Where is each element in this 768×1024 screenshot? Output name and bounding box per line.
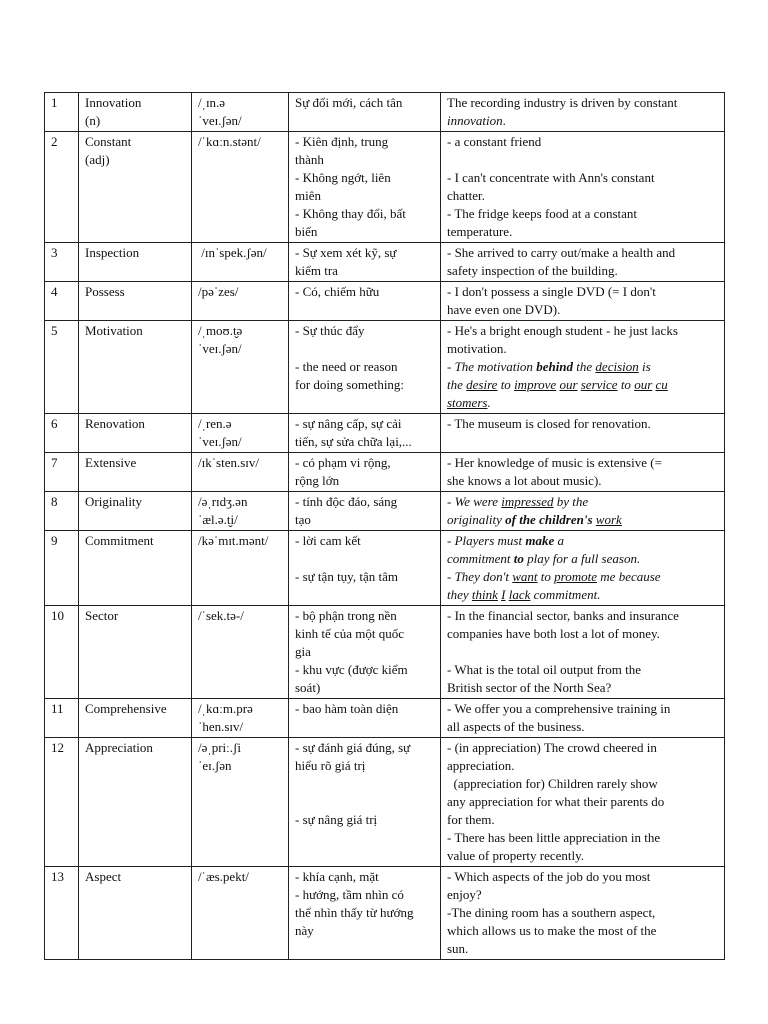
example: - a constant friend - I can't concentrate with Ann's constant chatter. - The fridge keeps food at a constant temperature. (441, 132, 725, 243)
table-row (45, 606, 725, 699)
pronunciation: /ˌren.ə ˈveɪ.ʃən/ (192, 414, 289, 453)
pronunciation: /ˈæs.pekt/ (192, 867, 289, 960)
table-row (45, 282, 725, 321)
vocab-word: Comprehensive (79, 699, 192, 738)
row-number: 1 (45, 93, 79, 132)
vocabulary-table (44, 92, 725, 960)
row-number: 9 (45, 531, 79, 606)
pronunciation: /pəˈzes/ (192, 282, 289, 321)
pronunciation: /ˌmoʊ.t̬ə ˈveɪ.ʃən/ (192, 321, 289, 414)
pronunciation: /əˌpriː.ʃi ˈeɪ.ʃən (192, 738, 289, 867)
row-number: 6 (45, 414, 79, 453)
vocab-word: Possess (79, 282, 192, 321)
row-number: 11 (45, 699, 79, 738)
pronunciation: /ɪnˈspek.ʃən/ (192, 243, 289, 282)
meaning: - Sự xem xét kỹ, sự kiểm tra (289, 243, 441, 282)
vocab-word: Aspect (79, 867, 192, 960)
row-number: 13 (45, 867, 79, 960)
pronunciation: /əˌrɪdʒ.ən ˈæl.ə.t̬i/ (192, 492, 289, 531)
meaning: - tính độc đáo, sáng tạo (289, 492, 441, 531)
table-row (45, 93, 725, 132)
table-row (45, 132, 725, 243)
example: - The museum is closed for renovation. (441, 414, 725, 453)
row-number: 8 (45, 492, 79, 531)
vocab-word: Inspection (79, 243, 192, 282)
vocab-word: Originality (79, 492, 192, 531)
vocab-word: Appreciation (79, 738, 192, 867)
vocab-word: Innovation (n) (79, 93, 192, 132)
example: - Her knowledge of music is extensive (= she knows a lot about music). (441, 453, 725, 492)
row-number: 12 (45, 738, 79, 867)
row-number: 4 (45, 282, 79, 321)
pronunciation: /ˌɪn.ə ˈveɪ.ʃən/ (192, 93, 289, 132)
example: - He's a bright enough student - he just lacks motivation. - The motivation behind the decision is the desire to improve our service to our cu stomers. (441, 321, 725, 414)
example: - We offer you a comprehensive training in all aspects of the business. (441, 699, 725, 738)
example: - I don't possess a single DVD (= I don't have even one DVD). (441, 282, 725, 321)
pronunciation: /kəˈmɪt.mənt/ (192, 531, 289, 606)
table-row (45, 738, 725, 867)
table-row (45, 492, 725, 531)
row-number: 5 (45, 321, 79, 414)
meaning: - Kiên định, trung thành - Không ngớt, liên miên - Không thay đổi, bất biến (289, 132, 441, 243)
vocab-word: Motivation (79, 321, 192, 414)
row-number: 10 (45, 606, 79, 699)
row-number: 2 (45, 132, 79, 243)
table-row (45, 453, 725, 492)
example: - (in appreciation) The crowd cheered in appreciation. (appreciation for) Children rarely show any appreciation for what their parents do for them. - There has been little appreciation in the value of property recently. (441, 738, 725, 867)
meaning: - có phạm vi rộng, rộng lớn (289, 453, 441, 492)
pronunciation: /ˈkɑːn.stənt/ (192, 132, 289, 243)
meaning: - bao hàm toàn diện (289, 699, 441, 738)
meaning: - lời cam kết - sự tận tụy, tận tâm (289, 531, 441, 606)
pronunciation: /ˌkɑːm.prə ˈhen.sɪv/ (192, 699, 289, 738)
example: - In the financial sector, banks and insurance companies have both lost a lot of money. - What is the total oil output from the British sector of the North Sea? (441, 606, 725, 699)
row-number: 3 (45, 243, 79, 282)
meaning: - Có, chiếm hữu (289, 282, 441, 321)
table-row (45, 699, 725, 738)
pronunciation: /ɪkˈsten.sɪv/ (192, 453, 289, 492)
table-row (45, 531, 725, 606)
vocab-word: Renovation (79, 414, 192, 453)
meaning: - sự nâng cấp, sự cải tiến, sự sửa chữa lại,... (289, 414, 441, 453)
table-row (45, 243, 725, 282)
table-row (45, 867, 725, 960)
vocab-word: Sector (79, 606, 192, 699)
example: - Players must make a commitment to play for a full season. - They don't want to promote me because they think I lack commitment. (441, 531, 725, 606)
row-number: 7 (45, 453, 79, 492)
pronunciation: /ˈsek.tə-/ (192, 606, 289, 699)
meaning: - khía cạnh, mặt - hướng, tầm nhìn có thể nhìn thấy từ hướng này (289, 867, 441, 960)
meaning: - sự đánh giá đúng, sự hiểu rõ giá trị - sự nâng giá trị (289, 738, 441, 867)
meaning: Sự đổi mới, cách tân (289, 93, 441, 132)
example: - We were impressed by the originality of the children's work (441, 492, 725, 531)
vocab-word: Commitment (79, 531, 192, 606)
example: - Which aspects of the job do you most enjoy? -The dining room has a southern aspect, which allows us to make the most of the sun. (441, 867, 725, 960)
vocab-word: Extensive (79, 453, 192, 492)
table-row (45, 321, 725, 414)
example: - She arrived to carry out/make a health and safety inspection of the building. (441, 243, 725, 282)
meaning: - Sự thúc đẩy - the need or reason for doing something: (289, 321, 441, 414)
vocab-word: Constant (adj) (79, 132, 192, 243)
meaning: - bộ phận trong nền kinh tế của một quốc gia - khu vực (được kiểm soát) (289, 606, 441, 699)
example: The recording industry is driven by constant innovation. (441, 93, 725, 132)
table-row (45, 414, 725, 453)
